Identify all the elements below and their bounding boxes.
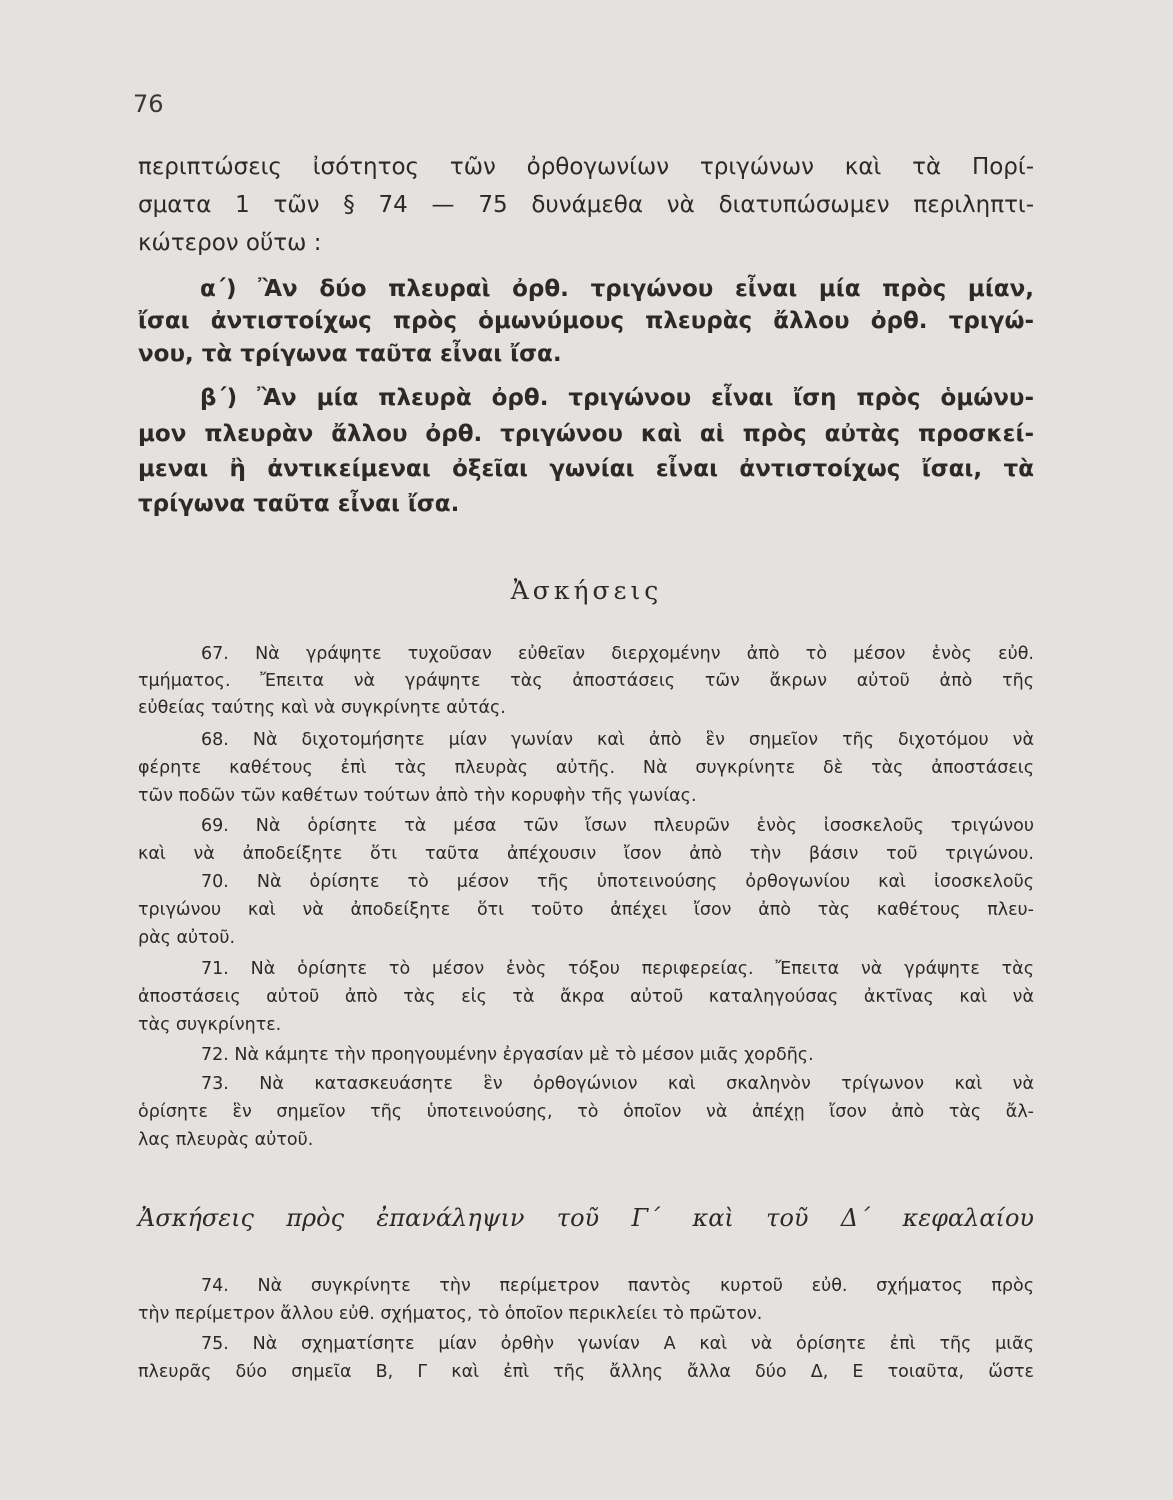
exercise-line: 67. Νὰ γράψητε τυχοῦσαν εὐθεῖαν διερχομένην ἀπὸ τὸ μέσον ἑνὸς εὐθ.: [201, 644, 1034, 664]
theorem-line: β΄) Ἂν μία πλευρὰ ὀρθ. τριγώνου εἶναι ἴση πρὸς ὁμώνυ-: [200, 385, 1034, 411]
exercise-line: 72. Νὰ κάμητε τὴν προηγουμένην ἐργασίαν μὲ τὸ μέσον μιᾶς χορδῆς.: [201, 1045, 814, 1065]
theorem-line: α΄) Ἂν δύο πλευραὶ ὀρθ. τριγώνου εἶναι μία πρὸς μίαν,: [200, 276, 1034, 302]
exercise-line: τὰς συγκρίνητε.: [138, 1015, 282, 1035]
exercise-line: 73. Νὰ κατασκευάσητε ἓν ὀρθογώνιον καὶ σκαληνὸν τρίγωνον καὶ νὰ: [201, 1074, 1034, 1094]
exercise-line: τμήματος. Ἔπειτα νὰ γράψητε τὰς ἀποστάσεις τῶν ἄκρων αὐτοῦ ἀπὸ τῆς: [138, 671, 1034, 691]
exercise-line: καὶ νὰ ἀποδείξητε ὅτι ταῦτα ἀπέχουσιν ἴσον ἀπὸ τὴν βάσιν τοῦ τριγώνου.: [138, 844, 1034, 864]
exercise-line: φέρητε καθέτους ἐπὶ τὰς πλευρὰς αὐτῆς. Νὰ συγκρίνητε δὲ τὰς ἀποστάσεις: [138, 758, 1034, 778]
exercise-line: ρὰς αὐτοῦ.: [138, 928, 236, 948]
exercise-line: εὐθείας ταύτης καὶ νὰ συγκρίνητε αὐτάς.: [138, 698, 506, 718]
exercise-line: 68. Νὰ διχοτομήσητε μίαν γωνίαν καὶ ἀπὸ ἓν σημεῖον τῆς διχοτόμου νὰ: [201, 730, 1034, 750]
exercise-line: τριγώνου καὶ νὰ ἀποδείξητε ὅτι τοῦτο ἀπέχει ἴσον ἀπὸ τὰς καθέτους πλευ-: [138, 900, 1034, 920]
theorem-line: τρίγωνα ταῦτα εἶναι ἴσα.: [138, 491, 460, 517]
review-exercise-line: 74. Νὰ συγκρίνητε τὴν περίμετρον παντὸς κυρτοῦ εὐθ. σχήματος πρὸς: [201, 1276, 1034, 1296]
review-exercise-line: τὴν περίμετρον ἄλλου εὐθ. σχήματος, τὸ ὁποῖον περικλείει τὸ πρῶτον.: [138, 1304, 763, 1324]
exercise-line: τῶν ποδῶν τῶν καθέτων τούτων ἀπὸ τὴν κορυφὴν τῆς γωνίας.: [138, 786, 697, 806]
intro-line: περιπτώσεις ἰσότητος τῶν ὀρθογωνίων τριγώνων καὶ τὰ Πορί-: [138, 154, 1034, 180]
exercise-line: 71. Νὰ ὁρίσητε τὸ μέσον ἑνὸς τόξου περιφερείας. Ἔπειτα νὰ γράψητε τὰς: [201, 959, 1034, 979]
intro-line: σματα 1 τῶν § 74 — 75 δυνάμεθα νὰ διατυπώσωμεν περιληπτι-: [138, 192, 1034, 218]
exercise-line: ὁρίσητε ἓν σημεῖον τῆς ὑποτεινούσης, τὸ ὁποῖον νὰ ἀπέχῃ ἴσον ἀπὸ τὰς ἄλ-: [138, 1102, 1034, 1122]
exercise-line: ἀποστάσεις αὐτοῦ ἀπὸ τὰς εἰς τὰ ἄκρα αὐτοῦ καταληγούσας ἀκτῖνας καὶ νὰ: [138, 987, 1034, 1007]
page-number: 76: [133, 90, 164, 118]
exercise-line: 70. Νὰ ὁρίσητε τὸ μέσον τῆς ὑποτεινούσης ὀρθογωνίου καὶ ἰσοσκελοῦς: [201, 872, 1034, 892]
exercise-line: 69. Νὰ ὁρίσητε τὰ μέσα τῶν ἴσων πλευρῶν ἑνὸς ἰσοσκελοῦς τριγώνου: [201, 816, 1034, 836]
exercise-line: λας πλευρὰς αὐτοῦ.: [138, 1130, 314, 1150]
theorem-line: ἴσαι ἀντιστοίχως πρὸς ὁμωνύμους πλευρὰς ἄλλου ὀρθ. τριγώ-: [138, 308, 1034, 334]
review-exercise-line: πλευρᾶς δύο σημεῖα Β, Γ καὶ ἐπὶ τῆς ἄλλης ἄλλα δύο Δ, Ε τοιαῦτα, ὥστε: [138, 1362, 1034, 1382]
theorem-line: μον πλευρὰν ἄλλου ὀρθ. τριγώνου καὶ αἱ πρὸς αὐτὰς προσκεί-: [138, 421, 1034, 447]
review-exercise-line: 75. Νὰ σχηματίσητε μίαν ὀρθὴν γωνίαν Α καὶ νὰ ὁρίσητε ἐπὶ τῆς μιᾶς: [201, 1334, 1034, 1354]
theorem-line: νου, τὰ τρίγωνα ταῦτα εἶναι ἴσα.: [138, 341, 562, 367]
intro-line: κώτερον οὕτω :: [138, 230, 322, 256]
exercises-heading: Ἀσκήσεις: [510, 576, 663, 605]
review-heading: Ἀσκήσεις πρὸς ἐπανάληψιν τοῦ Γ΄ καὶ τοῦ Δ΄ κεφαλαίου: [138, 1204, 1034, 1232]
theorem-line: μεναι ἢ ἀντικείμεναι ὀξεῖαι γωνίαι εἶναι ἀντιστοίχως ἴσαι, τὰ: [138, 456, 1034, 482]
